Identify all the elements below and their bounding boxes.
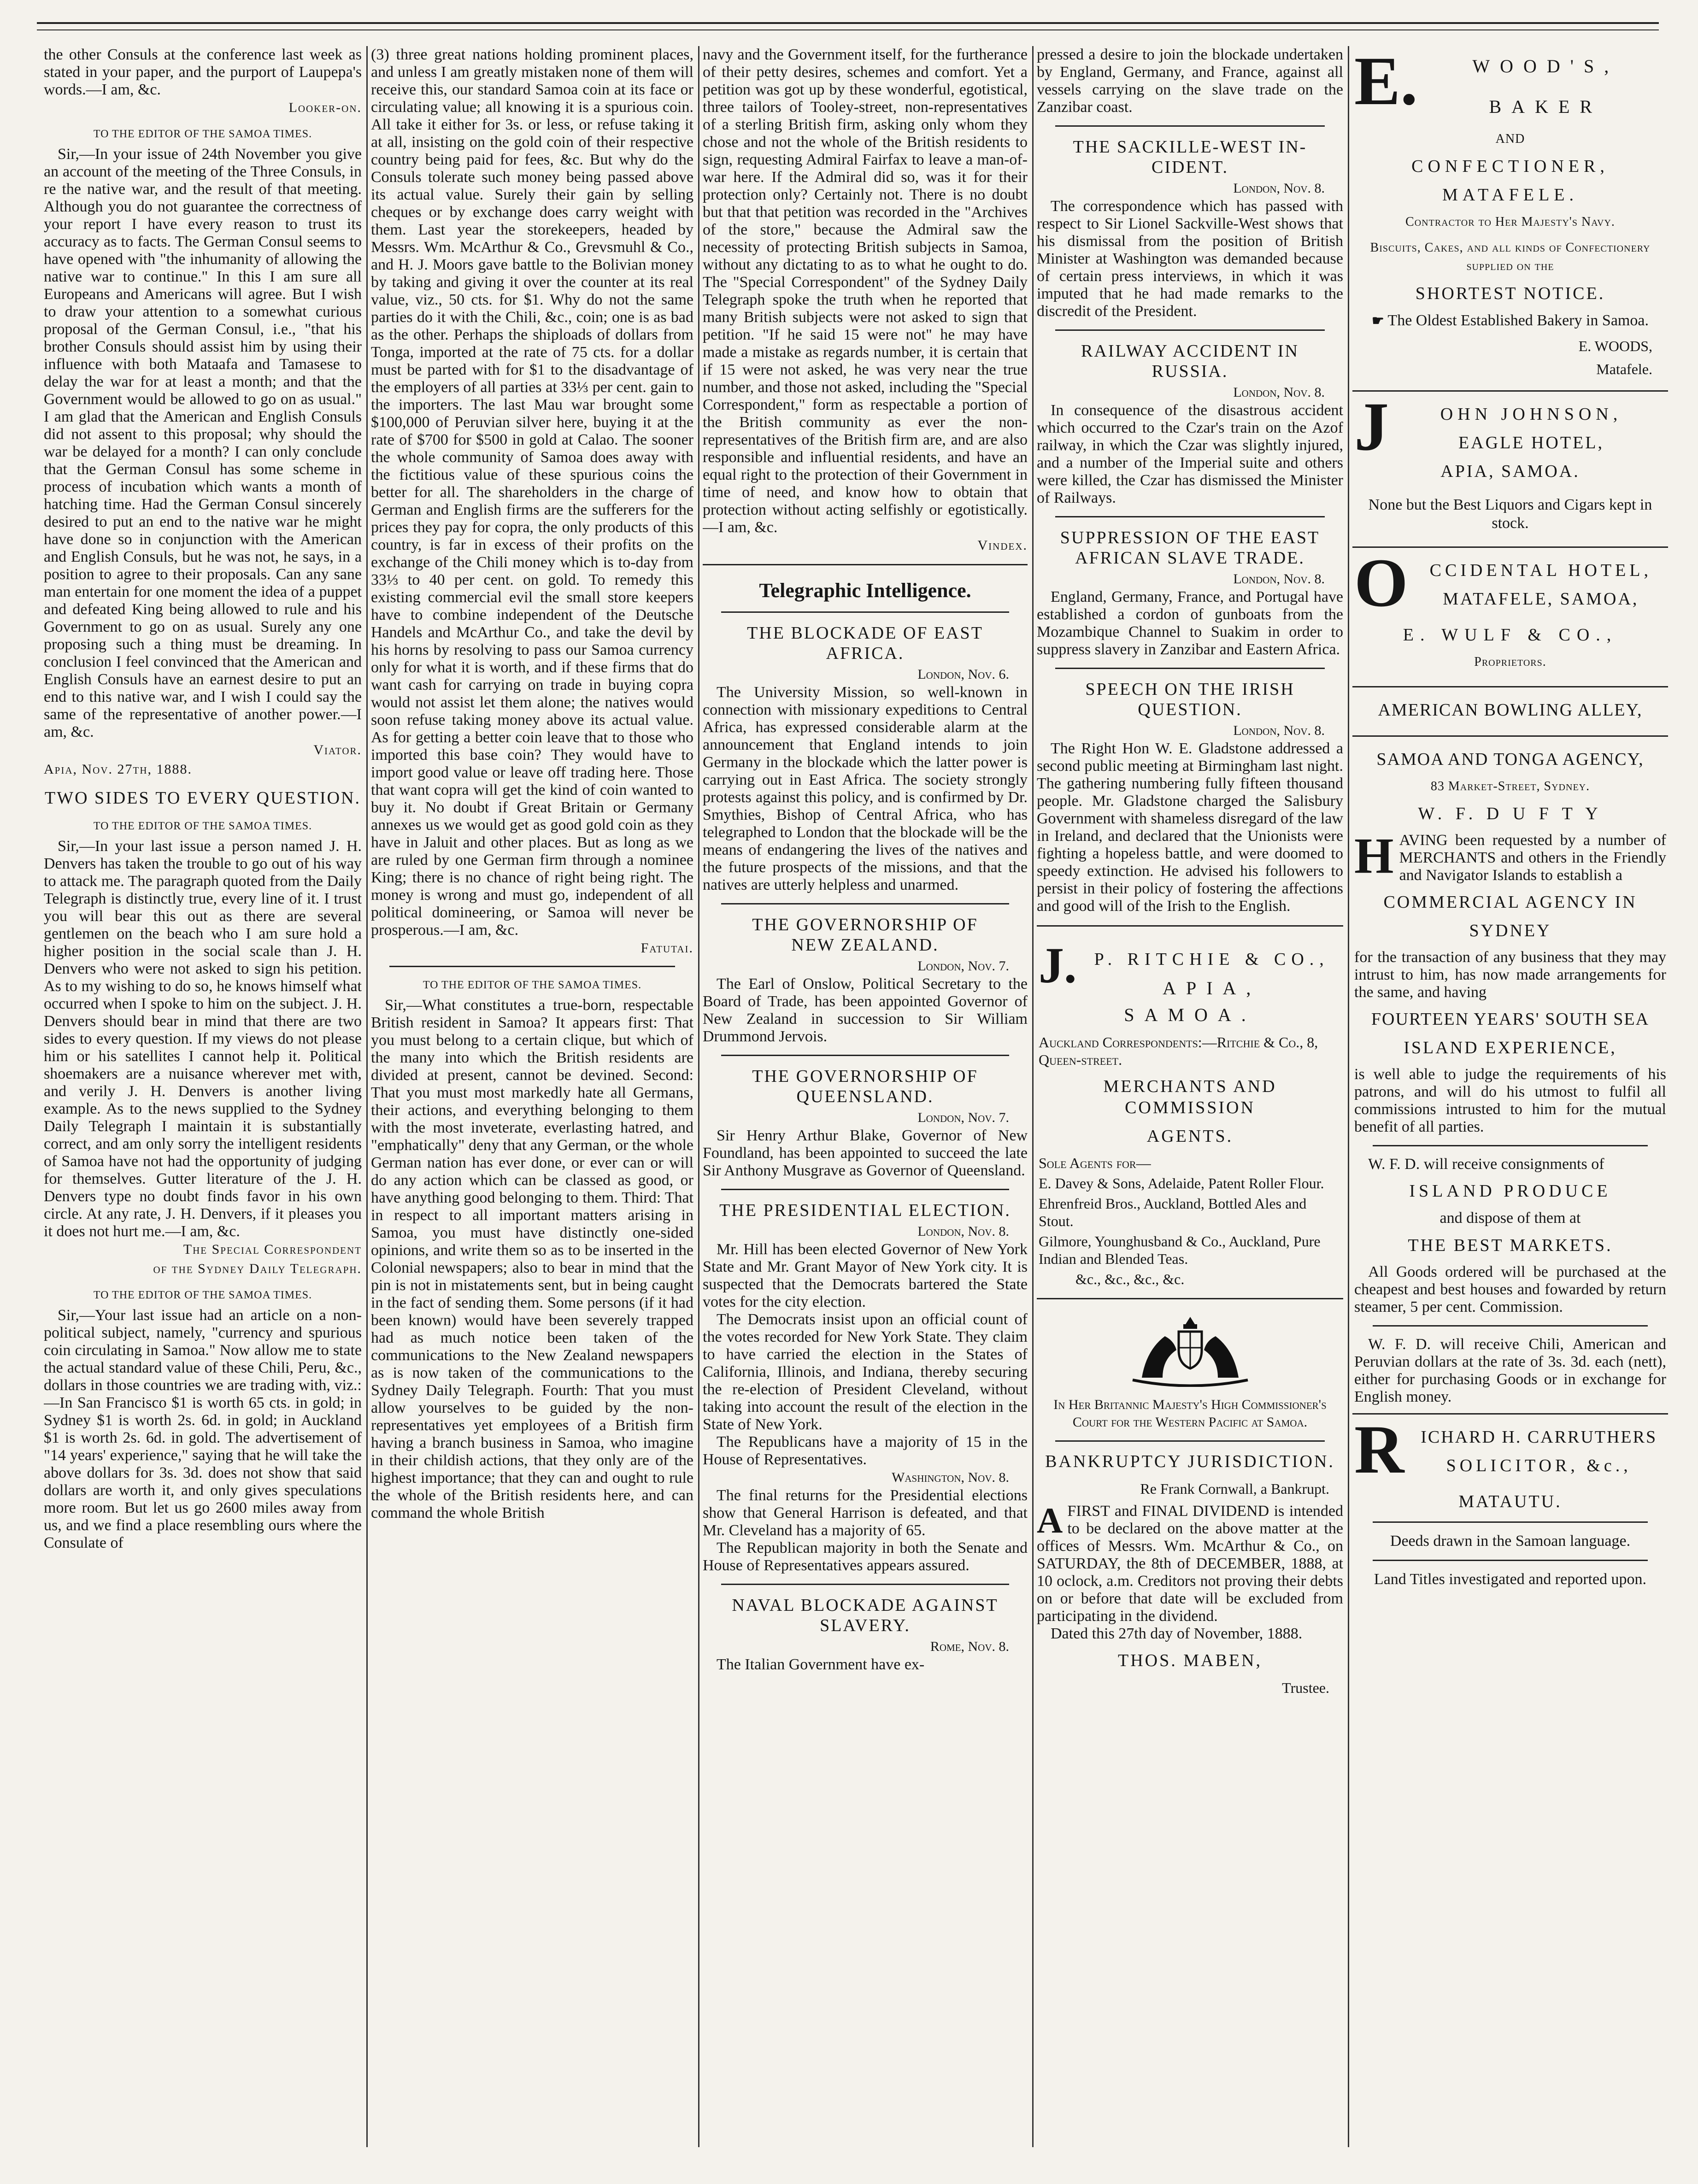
news-text: The Right Hon W. E. Gladstone addressed a second public meeting at Birmingham last night. The gathering numbering fully fifteen thousand people. Mr. Gladstone charged the Salisbury Government with shameless disregard of the law in Ireland, and declared that the Unionists were fighting a hopeless battle, and were doomed to speedy extinction. He advised his followers to persist in their policy of fostering the affections and good will of the Irish to the English. [1037, 740, 1343, 915]
dividend-text: FIRST and FINAL DIVIDEND is intended to be declared on the above matter at the offices of Messrs. Wm. McArthur & Co., on SATURDAY, the 8th of DECEMBER, 1888, at 10 oclock, a.m. Creditors not proving their debts on or before that date will be excluded from participating in the dividend. [1037, 1503, 1343, 1625]
separator [721, 611, 1009, 613]
dateline: Washington, Nov. 8. [892, 1470, 1009, 1485]
agency-signature: W. F. D U F T Y [1418, 804, 1603, 823]
woods-and: AND [1495, 132, 1525, 146]
woods-oldest [1354, 311, 1666, 330]
news-heading: SUPPRESSION OF THE EAST AFRICAN SLAVE TRADE. [1060, 528, 1320, 568]
ritchie-sole-agents: Sole Agents for— [1039, 1155, 1151, 1171]
ritchie-apia: APIA, [1163, 978, 1261, 998]
woods-oldest-text: The Oldest Established Bakery in Samoa. [1387, 312, 1649, 329]
letter-text: Sir,—In your last issue a person named J. H. Denvers has taken the trouble to go out of his way to attack me. The paragraph quoted from the Daily Telegraph is distinctly true, every line of it. I trust you will bear this out as there are several gentlemen on the beach who I am sure hold a higher position in the social scale than J. H. Denvers who were not asked to sign his petition. As to my wishing to do so, he knows himself what occurred when I spoke to him on the subject. J. H. Denvers should bear in mind that there are two sides to every question. If my views do not please him or his satellites I cannot help it. Political shoemakers are a nuisance wherever met with, and verily J. H. Denvers is another living example. As to the news supplied to the Sydney Daily Telegraph I maintain it is substantially correct, and am only sorry the intelligent residents of Samoa have not had the opportunity of judging for themselves. Gutter literature of the J. H. Denvers type no doubt finds favor in his own circle. At any rate, J. H. Denvers, if it pleases you it does not hurt me.—I am, &c. [44, 838, 362, 1240]
dateline: London, Nov. 8. [1233, 723, 1325, 738]
separator [1373, 1560, 1648, 1561]
occidental-proprietors: Proprietors. [1474, 655, 1546, 669]
dateline: London, Nov. 8. [1233, 181, 1325, 196]
news-heading: THE PRESIDENTIAL ELECTION. [719, 1201, 1011, 1220]
separator [1055, 329, 1325, 331]
sydney: SYDNEY [1469, 921, 1551, 940]
island-produce: ISLAND PRODUCE [1409, 1181, 1611, 1201]
woods-place: Matafele. [1596, 361, 1652, 377]
woods-biscuits: Biscuits, Cakes, and all kinds of Confectionery supplied on the [1370, 241, 1651, 273]
drop-capital: O [1354, 545, 1408, 621]
section-heading: Telegraphic Intelligence. [759, 579, 971, 602]
johnson-advert [1352, 388, 1668, 548]
ritchie-agency-item: E. Davey & Sons, Adelaide, Patent Roller Flour. [1039, 1175, 1324, 1192]
drop-capital: E. [1354, 46, 1418, 119]
dated-line: Dated this 27th day of November, 1888. [1051, 1625, 1303, 1642]
drop-capital: J. [1039, 937, 1077, 993]
news-text: The final returns for the Presidential elections show that General Harrison is defeated, and that Mr. Cleveland has a majority of 65. [703, 1487, 1028, 1539]
drop-capital: A [1037, 1500, 1063, 1540]
news-heading: NAVAL BLOCKADE AGAINST SLAVERY. [732, 1596, 999, 1635]
island-experience: ISLAND EXPERIENCE, [1404, 1038, 1617, 1057]
drop-capital: H [1354, 828, 1394, 884]
drop-capital: J [1354, 388, 1389, 465]
top-rule [37, 22, 1659, 30]
best-markets: THE BEST MARKETS. [1408, 1236, 1613, 1255]
separator [703, 564, 1028, 565]
woods-baker: BAKER [1489, 96, 1603, 117]
letter-date: Apia, Nov. 27th, 1888. [44, 762, 192, 777]
ritchie-agency-item: Ehrenfreid Bros., Auckland, Bottled Ales and Stout. [1039, 1195, 1307, 1229]
letter-text: the other Consuls at the conference last week as stated in your paper, and the purport of Laupepa's words.—I am, &c. [44, 46, 362, 98]
agency-text: for the transaction of any business that they may intrust to him, has now made arrangements for the same, and having [1354, 949, 1666, 1001]
agency-address: 83 Market-Street, Sydney. [1430, 779, 1590, 793]
johnson-apia: APIA, SAMOA. [1440, 462, 1580, 481]
separator [1055, 516, 1325, 517]
news-text: The Republican majority in both the Senate and House of Representatives appears assured. [703, 1539, 1028, 1574]
column-3 [703, 46, 1028, 2147]
separator [1037, 925, 1343, 927]
separator [721, 903, 1009, 904]
royal-coat-of-arms-icon [1114, 1313, 1266, 1387]
dateline: London, Nov. 8. [1233, 571, 1325, 587]
agency-text: All Goods ordered will be purchased at the cheapest and best houses and fowarded by return steamer, 5 per cent. Commission. [1354, 1263, 1666, 1315]
separator [1373, 1145, 1648, 1146]
separator [721, 1584, 1009, 1585]
pointing-hand-icon: ☛ [1372, 313, 1388, 329]
dateline: Rome, Nov. 8. [930, 1639, 1009, 1654]
carruthers-solicitor: SOLICITOR, &c., [1446, 1456, 1632, 1475]
drop-capital: R [1354, 1411, 1404, 1488]
commercial-agency: COMMERCIAL AGENCY IN [1383, 892, 1637, 912]
news-text: England, Germany, France, and Portugal have established a cordon of gunboats from the Mozambique Channel to Suakim in order to suppress slavery in Zanzibar and Eastern Africa. [1037, 588, 1343, 658]
separator [1373, 1521, 1648, 1523]
agency-text: W. F. D. will receive Chili, American and Peruvian dollars at the rate of 3s. 3d. each (nett), either for purchasing Goods or in exchange for English money. [1354, 1336, 1666, 1405]
bankrupt-name: Re Frank Cornwall, a Bankrupt. [1140, 1480, 1329, 1497]
editor-heading: TO THE EDITOR OF THE SAMOA TIMES. [423, 979, 642, 991]
ritchie-merchants: MERCHANTS AND COMMISSION [1103, 1077, 1277, 1117]
separator [1055, 1440, 1325, 1442]
letter-signature: Looker-on. [288, 100, 362, 115]
news-text: The correspondence which has passed with respect to Sir Lionel Sackville-West shows that his dismissal from the position of British Minister at Washington was demanded because of certain press interviews, in which it was imputed that he had made remarks to the discredit of the President. [1037, 198, 1343, 320]
dateline: London, Nov. 7. [917, 1110, 1009, 1125]
news-text: Mr. Hill has been elected Governor of New York State and Mr. Grant Mayor of New York city. It is suspected that the Democrats bartered the State votes for the city election. [703, 1241, 1028, 1310]
bowling-advert [1352, 687, 1668, 737]
letter-signature: Fatutai. [640, 940, 693, 956]
woods-contractor: Contractor to Her Majesty's Navy. [1405, 215, 1615, 229]
woods-matafele: MATAFELE. [1442, 185, 1578, 205]
column-2 [371, 46, 693, 2147]
news-heading: SPEECH ON THE IRISH QUESTION. [1085, 680, 1295, 719]
ritchie-advert [1037, 937, 1343, 1299]
agency-dispose: and dispose of them at [1439, 1209, 1581, 1227]
dateline: London, Nov. 8. [917, 1224, 1009, 1239]
letter-signature: The Special Correspondent [183, 1242, 362, 1257]
agency-text: W. F. D. will receive consignments of [1368, 1156, 1604, 1173]
occidental-place: MATAFELE, SAMOA, [1443, 589, 1639, 609]
trustee-title: Trustee. [1282, 1679, 1329, 1696]
column-4 [1037, 46, 1343, 2147]
letter-text: Sir,—In your issue of 24th November you give an account of the meeting of the Three Consuls, in re the native war, and the result of that meeting. Although you do not guarantee the correctness of your report I have every reason to trust its accuracy as to facts. The German Consul seems to have opened with "the inhumanity of allowing the native war to continue." In this I am sure all Europeans and Americans will agree. But I wish to draw your attention to a somewhat curious proposal of the German Consul, i.e., "that his brother Consuls should assist him by using their influence with both Mataafa and Tamasese to delay the war for at least a month; and that the Government would be allowed to go on as usual." I am glad that the American and English Consuls did not assent to this proposal; why should the war be delayed for a month? I can only conclude that the German Consul has some scheme in process of incubation which wants a month of hatching time. Had the German Consul sincerely desired to put an end to the native war he might have done so in conjunction with the American and English Consuls, but he was not, he says, in a position to agree to their proposals. Can any sane man entertain for one moment the idea of a puppet and defeated King being allowed to rule and his Government to go on as usual. Surely any one proposing such a thing must be dreaming. In conclusion I feel convinced that the American and English Consuls have an earnest desire to put an end to this native war, and I wish I could say the same of the representative of another power.—I am, &c. [44, 146, 362, 740]
occidental-name: CCIDENTAL HOTEL, [1429, 561, 1652, 580]
editor-heading: TO THE EDITOR OF THE SAMOA TIMES. [93, 820, 312, 832]
news-text: The Earl of Onslow, Political Secretary to the Board of Trade, has been appointed Governor of New Zealand in succession to Sir William Drummond Jervois. [703, 975, 1028, 1045]
news-text: The Republicans have a majority of 15 in the House of Representatives. [703, 1433, 1028, 1468]
ritchie-etc: &c., &c., &c., &c. [1075, 1271, 1185, 1287]
news-text: In consequence of the disastrous accident which occurred to the Czar's train on the Azof railway, in which the Czar was slightly injured, and a number of the Imperial suite and others were killed, the Czar has dismissed the Minister of Railways. [1037, 402, 1343, 506]
separator [1373, 1325, 1648, 1327]
carruthers-advert [1352, 1411, 1668, 1603]
woods-confectioner: CONFECTIONER, [1411, 157, 1609, 176]
separator [1055, 668, 1325, 669]
occidental-wulf: E. WULF & CO., [1403, 625, 1618, 645]
ritchie-agency-item: Gilmore, Younghusband & Co., Auckland, Pure Indian and Blended Teas. [1039, 1233, 1321, 1267]
dateline: London, Nov. 6. [917, 667, 1009, 682]
news-text: The Democrats insist upon an official count of the votes recorded for New York State. They claim to have carried the election in the States of California, Illinois, and Indiana, thereby securing the re-election of President Cleveland, without taking into account the result of the election in the State of New York. [703, 1311, 1028, 1433]
news-heading: THE SACKILLE-WEST IN- CIDENT. [1073, 137, 1307, 177]
ritchie-agents: AGENTS. [1146, 1127, 1234, 1146]
agency-heading: SAMOA AND TONGA AGENCY, [1376, 750, 1644, 769]
ritchie-auckland: Auckland Correspondents:—Ritchie & Co., 8, Queen-street. [1039, 1034, 1318, 1068]
bowling-alley: AMERICAN BOWLING ALLEY, [1378, 700, 1643, 720]
news-heading: THE GOVERNORSHIP OF QUEENSLAND. [752, 1067, 978, 1106]
johnson-name: OHN JOHNSON, [1440, 405, 1622, 424]
letter-text: (3) three great nations holding prominent places, and unless I am greatly mistaken none of them will receive this, our standard Samoa coin at its face or circulating value; all knowing it is a spurious coin. All take it either for 3s. or less, or refuse taking it at all, insisting on the gold coin of their respective country being paid for fees, &c. But why do the Consuls tolerate such money being passed above its actual value. Surely their gain by selling cheques or by exchange does carry weight with them. Last year the storekeepers, headed by Messrs. Wm. McArthur & Co., Grevsmuhl & Co., and H. J. Moors gave battle to the Bolivian money by taking and giving it over the counter at its real value, viz., 50 cts. for $1. Why do not the same parties do it with the Chili, &c., coin; one is as bad as the other. Perhaps the shiploads of dollars from Tonga, imported at the rate of 75 cts. for a dollar must be parted with for $1 to the disadvantage of the employers of all parties at 33⅓ per cent. gain to the importers. The last Mau war brought some $100,000 of Peruvian silver here, buying it at the rate of $700 for $500 in gold at Calao. The sooner the whole community of Samoa does away with the fictitious value of these spurious coins the better for all. The shareholders in the charge of German and English firms are the sufferers for the prices they pay for copra, the only products of this country, is far in excess of their profits on the exchange of the Chili money which is to-day from 33⅓ to 40 per cent. on gold. To remedy this existing commercial evil the small store keepers have to combine independent of the Deutsche Handels and McArthur Co., and take the devil by his horns by resolving to pass our Samoa currency only for what it is worth, and if these firms that do want cash for carrying on trade in buying copra would not assist let them alone; the natives would soon refuse taking money above its actual value. As for getting a better coin leave that to those who imported this base coin? They would have to import good value or leave off trading here. Those that want copra will get the kind of coin wanted to buy it. No doubt if Great Britain or Germany annexes us we would get as good gold coin as they have in Jaluit and other places. But as long as we are ruled by one German firm through a nominee King; there is no chance of right being right. The money is wrong and must go, independent of all political domineering, or Samoa will never be prosperous.—I am, &c. [371, 46, 693, 939]
agency-text: is well able to judge the requirements of his patrons, and will do his utmost to fulfil all commissions intrusted to him for the mutual benefit of all parties. [1354, 1066, 1666, 1135]
separator [1055, 125, 1325, 127]
separator [721, 1055, 1009, 1056]
letter-text: Sir,—Your last issue had an article on a non-political subject, namely, "currency and spurious coin circulating in Samoa." Now allow me to state the actual standard value of these Chili, Peru, &c., dollars in those countries we are trading with, viz.:—In San Francisco $1 is worth 65 cts. in gold; in Sydney $1 is worth 2s. 6d. in gold; in Auckland $1 is worth 2s. 6d. in gold. The advertisement of "14 years' experience," saying that he will take the above dollars for 3s. 3d. does not show that said dollars are worth it, and only gives speculations more room. But let us go 2600 miles away from us, and we find a place resembling ours where the Consulate of [44, 1307, 362, 1551]
separator [721, 1189, 1009, 1190]
column-rule [1032, 46, 1034, 2147]
woods-name: WOOD'S, [1472, 56, 1619, 76]
news-heading: THE BLOCKADE OF EAST AFRICA. [747, 623, 983, 663]
news-heading: THE GOVERNORSHIP OF NEW ZEALAND. [752, 915, 978, 955]
johnson-hotel: EAGLE HOTEL, [1458, 433, 1604, 452]
trustee-name: THOS. MABEN, [1118, 1651, 1262, 1670]
letter-signature: of the Sydney Daily Telegraph. [153, 1261, 362, 1276]
letter-signature: Viator. [313, 742, 362, 757]
separator [389, 966, 675, 967]
letter-text: navy and the Government itself, for the furtherance of their petty desires, schemes and comfort. Yet a petition was got up by these wonderful, egotistical, three tailors of Tooley-street, non-representatives of a sterling British firm, asking only whom they chose and not the whole of the British residents to sign, requesting Admiral Fairfax to leave a man-of-war here. If the Admiral did so, was it for their protection only? Certainly not. There is no doubt but that that petition was recorded in the "Archives of the store," because the Admiral saw the necessity of protecting British subjects in Samoa, without any dictating to as to what he ought to do. The "Special Correspondent" of the Sydney Daily Telegraph spoke the truth when he reported that many British subjects were not asked to sign that petition. "If he said 15 were not" he may have made a mistake as regards number, it is certain that if 15 were not asked, he was very near the true number, and those not asked, including the "Special Correspondent," form as respectable a portion of the British community as ever the non-representatives of the British firm are, and are also responsible and influential residents, and have an equal right to the protection of their Government in time of need, and know how to obtain that protection without acting selfishly or egotistically.—I am, &c. [703, 46, 1028, 536]
editor-heading: TO THE EDITOR OF THE SAMOA TIMES. [93, 1289, 312, 1301]
column-rule [698, 46, 699, 2147]
news-text: Sir Henry Arthur Blake, Governor of New Foundland, has been appointed to succeed the late Sir Anthony Musgrave as Governor of Queensland. [703, 1127, 1028, 1179]
dateline: London, Nov. 7. [917, 958, 1009, 974]
bankruptcy-heading: BANKRUPTCY JURISDICTION. [1045, 1452, 1335, 1471]
ritchie-name: P. RITCHIE & CO., [1094, 950, 1329, 969]
agency-advert [1352, 737, 1668, 1415]
column-rule [366, 46, 368, 2147]
occidental-advert [1352, 545, 1668, 687]
news-text: pressed a desire to join the blockade undertaken by England, Germany, and France, against all vessels carrying on the slave trade on the Zanzibar coast. [1037, 46, 1343, 116]
woods-signature: E. WOODS, [1578, 338, 1652, 354]
johnson-body: None but the Best Liquors and Cigars kept in stock. [1368, 496, 1652, 532]
fourteen-years: FOURTEEN YEARS' SOUTH SEA [1371, 1010, 1650, 1029]
carruthers-matautu: MATAUTU. [1458, 1492, 1562, 1511]
dateline: London, Nov. 8. [1233, 385, 1325, 400]
woods-advert [1352, 46, 1668, 392]
news-text: The University Mission, so well-known in connection with missionary expeditions to Central Africa, has expressed considerable alarm at the announcement that England intends to join Germany in the blockade which the latter power is carrying out in East Africa. The society strongly protests against this policy, and is confirmed by Dr. Smythies, Bishop of Central Africa, who has telegraphed to London that the blockade will be the means of endangering the lives of the natives and the future prospects of the missions, and that the natives are utterly helpless and unarmed. [703, 684, 1028, 893]
editor-heading: TO THE EDITOR OF THE SAMOA TIMES. [93, 128, 312, 140]
carruthers-land: Land Titles investigated and reported upon. [1374, 1571, 1647, 1588]
news-heading: RAILWAY ACCIDENT IN RUSSIA. [1081, 341, 1299, 381]
carruthers-name: ICHARD H. CARRUTHERS [1421, 1427, 1657, 1447]
column-1 [44, 46, 362, 2147]
court-title: In Her Britannic Majesty's High Commissioner's Court for the Western Pacific at Samoa. [1053, 1397, 1327, 1430]
dividend-notice [1037, 1500, 1343, 1625]
letter-text: Sir,—What constitutes a true-born, respectable British resident in Samoa? It appears first: That you must belong to a certain clique, but which of the many into which the British residents are divided at present, cannot be devined. Second: That you must most markedly hate all Germans, their actions, and everything belonging to them with the most inveterate, everlasting hatred, and "emphatically" deny that any German, or the whole German nation has ever done, or ever can or will do any action which can be classed as good, or have anything good belonging to them. Third: That in respect to all important matters arising in Samoa, you must have distinctly one-sided opinions, and write them so as to be inserted in the Colonial newspapers; also to bear in mind that the pin is not in mistatements sent, but in being caught in the fact of sending them. Some persons (if it had been known) would have been severely trapped had as much notice been taken of the communications to the New Zealand newspapers as is now taken of the communications to the Sydney Daily Telegraph. Fourth: That you must allow yourselves to be guided by the non-representatives yet employees of a British firm having a branch business in Samoa, who imagine in their childish actions, that they only are of the highest importance; that they can and ought to rule the whole of the British residents here, and can command the whole British [371, 997, 693, 1521]
news-text: The Italian Government have ex- [717, 1656, 925, 1673]
column-rule [1348, 46, 1349, 2147]
carruthers-deeds: Deeds drawn in the Samoan language. [1390, 1532, 1631, 1550]
agency-text: AVING been requested by a number of MERCHANTS and others in the Friendly and Navigator Islands to establish a [1399, 832, 1666, 884]
woods-shortest-notice: SHORTEST NOTICE. [1415, 284, 1605, 303]
letter-signature: Vindex. [977, 538, 1028, 553]
article-heading: TWO SIDES TO EVERY QUESTION. [44, 788, 361, 808]
ritchie-samoa: SAMOA. [1124, 1004, 1256, 1025]
column-5 [1352, 46, 1668, 2147]
